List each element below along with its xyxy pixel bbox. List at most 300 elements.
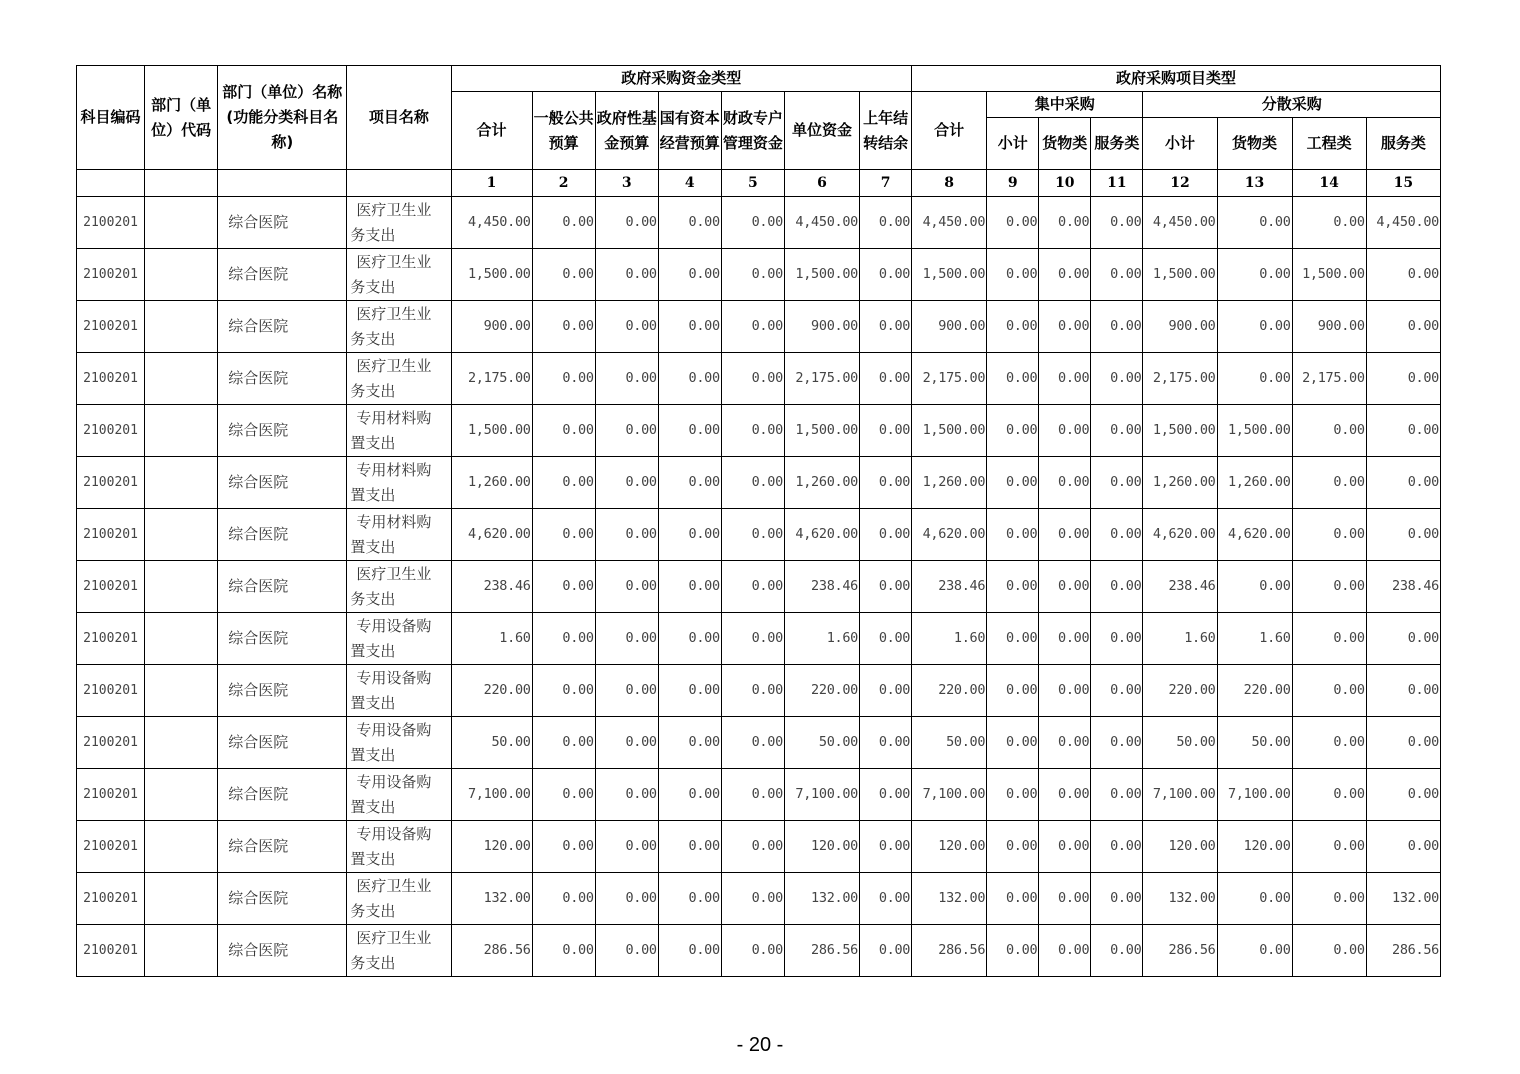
amount-cell: 0.00 xyxy=(860,613,912,665)
header-centralized: 集中采购 xyxy=(987,92,1143,118)
amount-cell: 0.00 xyxy=(532,925,595,977)
dept-name-cell: 综合医院 xyxy=(218,509,347,561)
amount-cell: 4,620.00 xyxy=(1217,509,1292,561)
amount-cell: 238.46 xyxy=(1366,561,1440,613)
amount-cell: 0.00 xyxy=(532,769,595,821)
amount-cell: 0.00 xyxy=(1039,509,1091,561)
amount-cell: 0.00 xyxy=(1292,457,1366,509)
header-subject-code: 科目编码 xyxy=(77,66,145,170)
subject-code-cell: 2100201 xyxy=(77,717,145,769)
amount-cell: 1,500.00 xyxy=(1217,405,1292,457)
amount-cell: 0.00 xyxy=(658,353,721,405)
amount-cell: 0.00 xyxy=(721,197,784,249)
dept-name-cell: 综合医院 xyxy=(218,561,347,613)
subject-code-cell: 2100201 xyxy=(77,249,145,301)
subject-code-cell: 2100201 xyxy=(77,613,145,665)
amount-cell: 1,500.00 xyxy=(1143,249,1217,301)
column-number: 12 xyxy=(1143,170,1217,197)
dept-code-cell xyxy=(145,873,218,925)
amount-cell: 0.00 xyxy=(1039,769,1091,821)
amount-cell: 4,620.00 xyxy=(451,509,532,561)
amount-cell: 132.00 xyxy=(784,873,859,925)
project-name-cell: 专用设备购置支出 xyxy=(347,665,451,717)
amount-cell: 1,500.00 xyxy=(784,405,859,457)
amount-cell: 0.00 xyxy=(532,613,595,665)
dept-code-cell xyxy=(145,769,218,821)
amount-cell: 0.00 xyxy=(1091,197,1143,249)
amount-cell: 0.00 xyxy=(860,873,912,925)
column-number: 13 xyxy=(1217,170,1292,197)
amount-cell: 0.00 xyxy=(721,925,784,977)
header-engineering-decentralized: 工程类 xyxy=(1292,118,1366,170)
amount-cell: 0.00 xyxy=(658,873,721,925)
amount-cell: 0.00 xyxy=(1366,769,1440,821)
amount-cell: 0.00 xyxy=(595,353,658,405)
amount-cell: 0.00 xyxy=(1039,405,1091,457)
amount-cell: 0.00 xyxy=(658,509,721,561)
amount-cell: 0.00 xyxy=(1039,613,1091,665)
amount-cell: 0.00 xyxy=(721,821,784,873)
subject-code-cell: 2100201 xyxy=(77,353,145,405)
amount-cell: 900.00 xyxy=(784,301,859,353)
amount-cell: 0.00 xyxy=(1292,509,1366,561)
amount-cell: 50.00 xyxy=(451,717,532,769)
dept-code-cell xyxy=(145,197,218,249)
amount-cell: 0.00 xyxy=(987,769,1039,821)
amount-cell: 0.00 xyxy=(658,925,721,977)
amount-cell: 0.00 xyxy=(1217,301,1292,353)
amount-cell: 7,100.00 xyxy=(1217,769,1292,821)
amount-cell: 0.00 xyxy=(595,925,658,977)
table-row xyxy=(77,665,1441,717)
amount-cell: 0.00 xyxy=(1292,769,1366,821)
amount-cell: 0.00 xyxy=(595,873,658,925)
amount-cell: 2,175.00 xyxy=(912,353,987,405)
amount-cell: 0.00 xyxy=(1366,301,1440,353)
amount-cell: 0.00 xyxy=(1091,249,1143,301)
column-number: 15 xyxy=(1366,170,1440,197)
amount-cell: 0.00 xyxy=(1217,873,1292,925)
amount-cell: 1,260.00 xyxy=(451,457,532,509)
amount-cell: 0.00 xyxy=(1091,821,1143,873)
amount-cell: 132.00 xyxy=(912,873,987,925)
subject-code-cell: 2100201 xyxy=(77,561,145,613)
amount-cell: 0.00 xyxy=(1366,353,1440,405)
dept-name-cell: 综合医院 xyxy=(218,197,347,249)
amount-cell: 0.00 xyxy=(532,821,595,873)
amount-cell: 900.00 xyxy=(451,301,532,353)
project-name-cell: 专用材料购置支出 xyxy=(347,457,451,509)
table-header xyxy=(77,66,1441,197)
table-row xyxy=(77,873,1441,925)
amount-cell: 0.00 xyxy=(1217,197,1292,249)
amount-cell: 132.00 xyxy=(451,873,532,925)
dept-name-cell: 综合医院 xyxy=(218,873,347,925)
amount-cell: 0.00 xyxy=(1366,613,1440,665)
header-project-group: 政府采购项目类型 xyxy=(912,66,1441,92)
table-row xyxy=(77,457,1441,509)
amount-cell: 1,260.00 xyxy=(1217,457,1292,509)
column-number: 10 xyxy=(1039,170,1091,197)
subject-code-cell: 2100201 xyxy=(77,457,145,509)
dept-code-cell xyxy=(145,301,218,353)
amount-cell: 0.00 xyxy=(658,769,721,821)
amount-cell: 0.00 xyxy=(721,561,784,613)
column-number: 14 xyxy=(1292,170,1366,197)
table-row xyxy=(77,561,1441,613)
header-gov-fund: 政府性基金预算 xyxy=(595,92,658,170)
amount-cell: 0.00 xyxy=(1366,665,1440,717)
dept-code-cell xyxy=(145,613,218,665)
amount-cell: 1,500.00 xyxy=(1292,249,1366,301)
amount-cell: 0.00 xyxy=(1292,405,1366,457)
amount-cell: 0.00 xyxy=(860,769,912,821)
amount-cell: 286.56 xyxy=(1143,925,1217,977)
amount-cell: 7,100.00 xyxy=(1143,769,1217,821)
amount-cell: 0.00 xyxy=(987,457,1039,509)
amount-cell: 120.00 xyxy=(1217,821,1292,873)
amount-cell: 0.00 xyxy=(860,561,912,613)
amount-cell: 0.00 xyxy=(721,457,784,509)
amount-cell: 0.00 xyxy=(532,197,595,249)
subject-code-cell: 2100201 xyxy=(77,821,145,873)
header-service-centralized: 服务类 xyxy=(1091,118,1143,170)
amount-cell: 4,620.00 xyxy=(1143,509,1217,561)
header-dept-code: 部门（单位）代码 xyxy=(145,66,218,170)
amount-cell: 2,175.00 xyxy=(1143,353,1217,405)
amount-cell: 0.00 xyxy=(595,769,658,821)
amount-cell: 900.00 xyxy=(912,301,987,353)
amount-cell: 0.00 xyxy=(532,873,595,925)
amount-cell: 220.00 xyxy=(451,665,532,717)
subject-code-cell: 2100201 xyxy=(77,509,145,561)
table-row xyxy=(77,301,1441,353)
amount-cell: 286.56 xyxy=(1366,925,1440,977)
column-number: 6 xyxy=(784,170,859,197)
amount-cell: 0.00 xyxy=(658,249,721,301)
dept-name-cell: 综合医院 xyxy=(218,717,347,769)
dept-name-cell: 综合医院 xyxy=(218,405,347,457)
amount-cell: 0.00 xyxy=(1039,301,1091,353)
column-number: 1 xyxy=(451,170,532,197)
amount-cell: 0.00 xyxy=(1039,873,1091,925)
dept-code-cell xyxy=(145,925,218,977)
amount-cell: 0.00 xyxy=(1217,353,1292,405)
header-total: 合计 xyxy=(451,92,532,170)
amount-cell: 50.00 xyxy=(912,717,987,769)
amount-cell: 238.46 xyxy=(912,561,987,613)
amount-cell: 0.00 xyxy=(1292,613,1366,665)
column-number: 8 xyxy=(912,170,987,197)
amount-cell: 0.00 xyxy=(1039,717,1091,769)
dept-name-cell: 综合医院 xyxy=(218,821,347,873)
dept-name-cell: 综合医院 xyxy=(218,457,347,509)
amount-cell: 7,100.00 xyxy=(912,769,987,821)
amount-cell: 0.00 xyxy=(860,249,912,301)
amount-cell: 0.00 xyxy=(532,353,595,405)
amount-cell: 1.60 xyxy=(1217,613,1292,665)
amount-cell: 286.56 xyxy=(912,925,987,977)
amount-cell: 2,175.00 xyxy=(451,353,532,405)
amount-cell: 1.60 xyxy=(451,613,532,665)
amount-cell: 0.00 xyxy=(658,457,721,509)
amount-cell: 0.00 xyxy=(860,405,912,457)
amount-cell: 220.00 xyxy=(912,665,987,717)
dept-name-cell: 综合医院 xyxy=(218,613,347,665)
project-name-cell: 医疗卫生业务支出 xyxy=(347,249,451,301)
amount-cell: 4,450.00 xyxy=(1366,197,1440,249)
dept-name-cell: 综合医院 xyxy=(218,301,347,353)
dept-name-cell: 综合医院 xyxy=(218,925,347,977)
amount-cell: 1,500.00 xyxy=(912,249,987,301)
dept-code-cell xyxy=(145,665,218,717)
amount-cell: 0.00 xyxy=(532,301,595,353)
amount-cell: 0.00 xyxy=(721,301,784,353)
amount-cell: 0.00 xyxy=(1091,353,1143,405)
amount-cell: 286.56 xyxy=(784,925,859,977)
amount-cell: 2,175.00 xyxy=(1292,353,1366,405)
dept-code-cell xyxy=(145,457,218,509)
amount-cell: 0.00 xyxy=(595,821,658,873)
project-name-cell: 专用设备购置支出 xyxy=(347,717,451,769)
subject-code-cell: 2100201 xyxy=(77,925,145,977)
dept-name-cell: 综合医院 xyxy=(218,353,347,405)
table-row xyxy=(77,405,1441,457)
amount-cell: 50.00 xyxy=(784,717,859,769)
amount-cell: 900.00 xyxy=(1292,301,1366,353)
amount-cell: 0.00 xyxy=(987,561,1039,613)
amount-cell: 0.00 xyxy=(1366,405,1440,457)
amount-cell: 220.00 xyxy=(1217,665,1292,717)
amount-cell: 1.60 xyxy=(1143,613,1217,665)
header-fiscal-account: 财政专户管理资金 xyxy=(721,92,784,170)
amount-cell: 0.00 xyxy=(860,301,912,353)
amount-cell: 0.00 xyxy=(1292,925,1366,977)
amount-cell: 0.00 xyxy=(1366,821,1440,873)
amount-cell: 1.60 xyxy=(784,613,859,665)
column-number-row xyxy=(77,170,1441,197)
amount-cell: 900.00 xyxy=(1143,301,1217,353)
table-row xyxy=(77,613,1441,665)
amount-cell: 0.00 xyxy=(595,405,658,457)
amount-cell: 50.00 xyxy=(1217,717,1292,769)
amount-cell: 0.00 xyxy=(1091,873,1143,925)
amount-cell: 4,620.00 xyxy=(912,509,987,561)
amount-cell: 0.00 xyxy=(1039,925,1091,977)
amount-cell: 0.00 xyxy=(595,717,658,769)
amount-cell: 0.00 xyxy=(1039,665,1091,717)
column-number: 5 xyxy=(721,170,784,197)
amount-cell: 0.00 xyxy=(1039,353,1091,405)
amount-cell: 132.00 xyxy=(1366,873,1440,925)
header-state-capital: 国有资本经营预算 xyxy=(658,92,721,170)
header-decentralized: 分散采购 xyxy=(1143,92,1441,118)
amount-cell: 0.00 xyxy=(987,613,1039,665)
amount-cell: 0.00 xyxy=(532,405,595,457)
amount-cell: 0.00 xyxy=(1292,821,1366,873)
table-row xyxy=(77,925,1441,977)
subject-code-cell: 2100201 xyxy=(77,197,145,249)
amount-cell: 120.00 xyxy=(451,821,532,873)
amount-cell: 0.00 xyxy=(1091,561,1143,613)
amount-cell: 0.00 xyxy=(1292,665,1366,717)
amount-cell: 0.00 xyxy=(1366,509,1440,561)
project-name-cell: 专用设备购置支出 xyxy=(347,821,451,873)
amount-cell: 0.00 xyxy=(658,561,721,613)
header-service-decentralized: 服务类 xyxy=(1366,118,1440,170)
project-name-cell: 专用设备购置支出 xyxy=(347,613,451,665)
amount-cell: 0.00 xyxy=(1091,457,1143,509)
amount-cell: 0.00 xyxy=(860,509,912,561)
amount-cell: 0.00 xyxy=(987,873,1039,925)
amount-cell: 0.00 xyxy=(532,249,595,301)
amount-cell: 0.00 xyxy=(860,717,912,769)
dept-code-cell xyxy=(145,249,218,301)
amount-cell: 0.00 xyxy=(1039,821,1091,873)
header-fund-group: 政府采购资金类型 xyxy=(451,66,912,92)
amount-cell: 0.00 xyxy=(987,821,1039,873)
amount-cell: 120.00 xyxy=(784,821,859,873)
table-row xyxy=(77,821,1441,873)
amount-cell: 0.00 xyxy=(1039,249,1091,301)
project-name-cell: 医疗卫生业务支出 xyxy=(347,301,451,353)
amount-cell: 0.00 xyxy=(532,457,595,509)
amount-cell: 0.00 xyxy=(532,561,595,613)
dept-code-cell xyxy=(145,509,218,561)
amount-cell: 0.00 xyxy=(1091,665,1143,717)
amount-cell: 0.00 xyxy=(1292,197,1366,249)
column-number: 2 xyxy=(532,170,595,197)
amount-cell: 1,500.00 xyxy=(912,405,987,457)
amount-cell: 0.00 xyxy=(595,613,658,665)
amount-cell: 238.46 xyxy=(1143,561,1217,613)
amount-cell: 0.00 xyxy=(987,665,1039,717)
amount-cell: 0.00 xyxy=(721,509,784,561)
amount-cell: 7,100.00 xyxy=(784,769,859,821)
amount-cell: 0.00 xyxy=(1292,561,1366,613)
amount-cell: 0.00 xyxy=(1091,613,1143,665)
amount-cell: 0.00 xyxy=(595,249,658,301)
amount-cell: 1,260.00 xyxy=(912,457,987,509)
amount-cell: 0.00 xyxy=(1039,197,1091,249)
amount-cell: 132.00 xyxy=(1143,873,1217,925)
subject-code-cell: 2100201 xyxy=(77,301,145,353)
amount-cell: 0.00 xyxy=(595,561,658,613)
amount-cell: 0.00 xyxy=(987,301,1039,353)
page-number: - 20 - xyxy=(736,1034,784,1056)
project-name-cell: 医疗卫生业务支出 xyxy=(347,925,451,977)
subject-code-cell: 2100201 xyxy=(77,769,145,821)
table-row xyxy=(77,353,1441,405)
amount-cell: 4,450.00 xyxy=(1143,197,1217,249)
header-subtotal-decentralized: 小计 xyxy=(1143,118,1217,170)
amount-cell: 0.00 xyxy=(658,197,721,249)
amount-cell: 0.00 xyxy=(1292,873,1366,925)
amount-cell: 220.00 xyxy=(784,665,859,717)
amount-cell: 0.00 xyxy=(595,301,658,353)
amount-cell: 4,620.00 xyxy=(784,509,859,561)
amount-cell: 0.00 xyxy=(721,717,784,769)
subject-code-cell: 2100201 xyxy=(77,405,145,457)
amount-cell: 286.56 xyxy=(451,925,532,977)
dept-name-cell: 综合医院 xyxy=(218,249,347,301)
table-row xyxy=(77,769,1441,821)
dept-code-cell xyxy=(145,821,218,873)
amount-cell: 0.00 xyxy=(860,665,912,717)
amount-cell: 0.00 xyxy=(658,717,721,769)
amount-cell: 0.00 xyxy=(1091,717,1143,769)
amount-cell: 0.00 xyxy=(1091,405,1143,457)
amount-cell: 0.00 xyxy=(1091,301,1143,353)
amount-cell: 220.00 xyxy=(1143,665,1217,717)
project-name-cell: 医疗卫生业务支出 xyxy=(347,561,451,613)
amount-cell: 0.00 xyxy=(595,665,658,717)
amount-cell: 0.00 xyxy=(1292,717,1366,769)
amount-cell: 0.00 xyxy=(860,925,912,977)
header-goods-decentralized: 货物类 xyxy=(1217,118,1292,170)
amount-cell: 0.00 xyxy=(860,197,912,249)
header-subtotal-centralized: 小计 xyxy=(987,118,1039,170)
amount-cell: 120.00 xyxy=(1143,821,1217,873)
header-goods-centralized: 货物类 xyxy=(1039,118,1091,170)
amount-cell: 0.00 xyxy=(1091,925,1143,977)
column-number: 4 xyxy=(658,170,721,197)
dept-code-cell xyxy=(145,561,218,613)
project-name-cell: 医疗卫生业务支出 xyxy=(347,873,451,925)
dept-name-cell: 综合医院 xyxy=(218,665,347,717)
project-name-cell: 医疗卫生业务支出 xyxy=(347,353,451,405)
amount-cell: 1,260.00 xyxy=(784,457,859,509)
amount-cell: 0.00 xyxy=(860,821,912,873)
amount-cell: 0.00 xyxy=(532,509,595,561)
amount-cell: 0.00 xyxy=(658,613,721,665)
procurement-table xyxy=(76,65,1441,977)
amount-cell: 0.00 xyxy=(1039,457,1091,509)
amount-cell: 0.00 xyxy=(721,353,784,405)
column-number: 11 xyxy=(1091,170,1143,197)
amount-cell: 0.00 xyxy=(532,717,595,769)
amount-cell: 0.00 xyxy=(1217,561,1292,613)
table-row xyxy=(77,249,1441,301)
amount-cell: 0.00 xyxy=(1366,249,1440,301)
header-dept-name: 部门（单位）名称(功能分类科目名称) xyxy=(218,66,347,170)
amount-cell: 0.00 xyxy=(658,301,721,353)
column-number: 7 xyxy=(860,170,912,197)
amount-cell: 0.00 xyxy=(987,197,1039,249)
amount-cell: 0.00 xyxy=(860,353,912,405)
amount-cell: 1,260.00 xyxy=(1143,457,1217,509)
amount-cell: 0.00 xyxy=(987,925,1039,977)
amount-cell: 0.00 xyxy=(1039,561,1091,613)
amount-cell: 0.00 xyxy=(721,665,784,717)
amount-cell: 238.46 xyxy=(784,561,859,613)
amount-cell: 4,450.00 xyxy=(784,197,859,249)
subject-code-cell: 2100201 xyxy=(77,873,145,925)
amount-cell: 0.00 xyxy=(658,821,721,873)
amount-cell: 0.00 xyxy=(1366,457,1440,509)
column-number: 9 xyxy=(987,170,1039,197)
amount-cell: 0.00 xyxy=(1091,509,1143,561)
amount-cell: 0.00 xyxy=(658,405,721,457)
amount-cell: 0.00 xyxy=(987,717,1039,769)
amount-cell: 0.00 xyxy=(987,405,1039,457)
header-total2: 合计 xyxy=(912,92,987,170)
header-prior-balance: 上年结转结余 xyxy=(860,92,912,170)
amount-cell: 0.00 xyxy=(721,769,784,821)
amount-cell: 0.00 xyxy=(987,249,1039,301)
amount-cell: 0.00 xyxy=(987,353,1039,405)
amount-cell: 4,450.00 xyxy=(912,197,987,249)
